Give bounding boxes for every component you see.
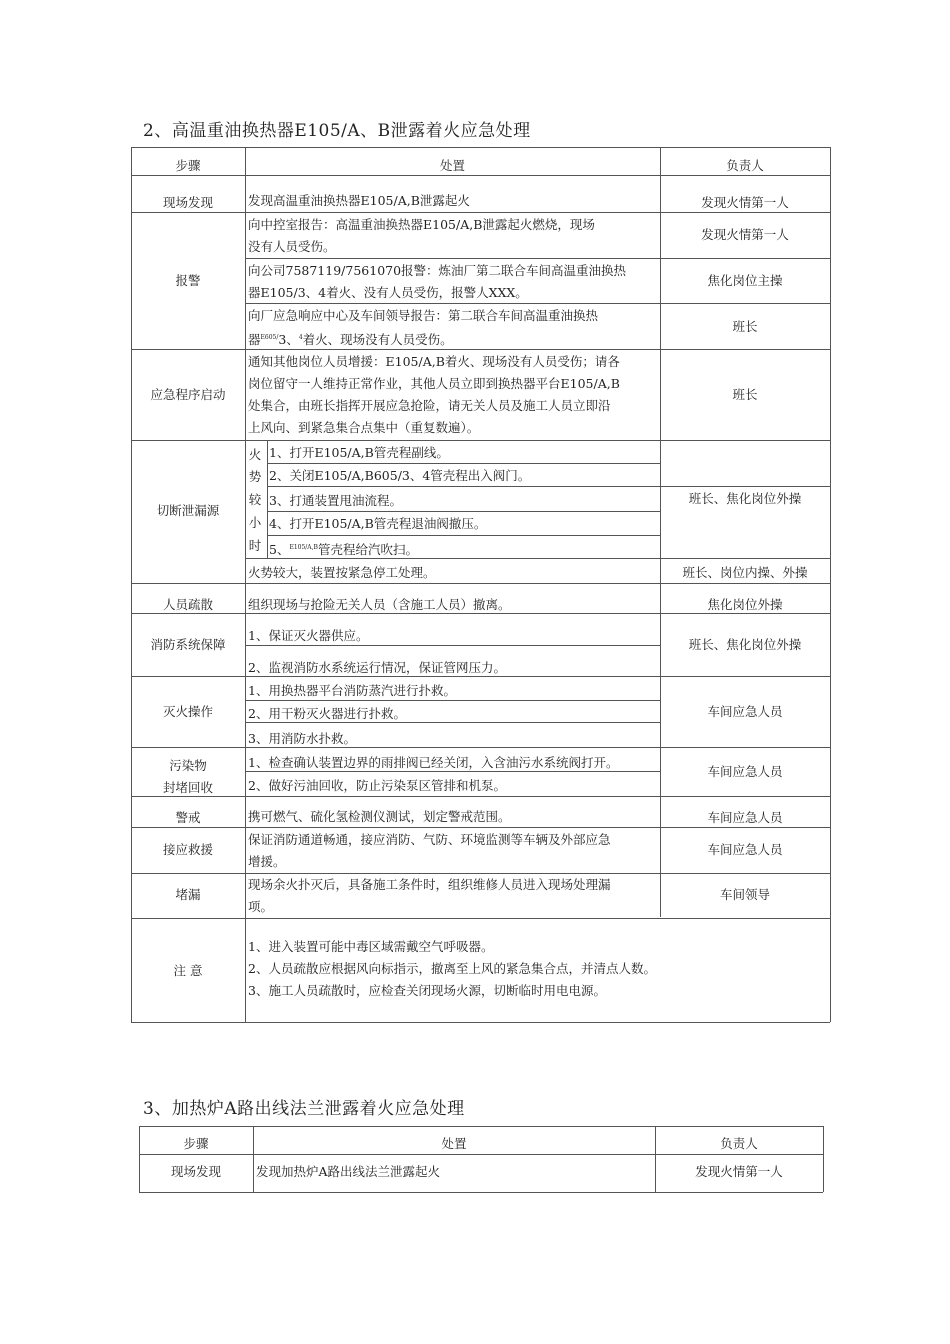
- step-plug: 堵漏: [175, 887, 201, 902]
- owner-cutoff-1: 班长、焦化岗位外操: [688, 491, 802, 506]
- header-action: 处置: [439, 158, 465, 173]
- note-2: 2、人员疏散应根据风向标指示，撤离至上风的紧急集合点，并清点人数。: [248, 961, 656, 976]
- step-guard: 警戒: [175, 810, 201, 825]
- owner-discover: 发现火情第一人: [701, 195, 789, 210]
- s3-owner-discover: 发现火情第一人: [695, 1164, 783, 1179]
- action-alarm-3: 向厂应急响应中心及车间领导报告：第二联合车间高温重油换热 器$^{E605/}$3、$^4$着火、现场没有人员受伤。: [248, 308, 599, 348]
- s3-step-discover: 现场发现: [170, 1164, 221, 1179]
- action-alarm-1: 向中控室报告：高温重油换热器E105/A,B泄露起火燃烧，现场 没有人员受伤。: [248, 217, 595, 254]
- owner-alarm-1: 发现火情第一人: [701, 227, 789, 242]
- step-pollutant: 污染物 封堵回收: [162, 758, 213, 795]
- action-emergency: 通知其他岗位人员增援：E105/A,B着火、现场没有人员受伤；请各 岗位留守一人维持正常作业，其他人员立即到换热器平台E105/A,B 处集合，由班长指挥开展应急抢险，请无关人员及施工人员立即沿 上风向、到紧急集合点集中（重复数遍）。: [248, 354, 620, 435]
- extinguish-item-3: 3、用消防水扑救。: [248, 731, 356, 746]
- owner-rescue: 车间应急人员: [707, 842, 783, 857]
- extinguish-item-1: 1、用换热器平台消防蒸汽进行扑救。: [248, 683, 456, 698]
- header-owner: 负责人: [726, 158, 764, 173]
- step-cutoff: 切断泄漏源: [156, 503, 220, 518]
- owner-emergency: 班长: [732, 387, 758, 402]
- s3-header-step: 步骤: [183, 1136, 209, 1151]
- cutoff-large-fire: 火势较大，装置按紧急停工处理。: [248, 565, 436, 580]
- fire-system-item-1: 1、保证灭火器供应。: [248, 628, 369, 643]
- cutoff-item-4: 4、打开E105/A,B管壳程退油阀撤压。: [269, 516, 487, 531]
- cutoff-item-1: 1、打开E105/A,B管壳程副线。: [269, 445, 449, 460]
- owner-alarm-2: 焦化岗位主操: [707, 273, 783, 288]
- action-discover: 发现高温重油换热器E105/A,B泄露起火: [248, 193, 470, 208]
- pollutant-item-1: 1、检查确认装置边界的雨排阀已经关闭，入含油污水系统阀打开。: [248, 755, 619, 770]
- s3-header-owner: 负责人: [720, 1136, 758, 1151]
- note-1: 1、进入装置可能中毒区域需戴空气呼吸器。: [248, 939, 494, 954]
- owner-alarm-3: 班长: [732, 319, 758, 334]
- note-3: 3、施工人员疏散时，应检查关闭现场火源，切断临时用电电源。: [248, 983, 606, 998]
- step-alarm: 报警: [175, 273, 201, 288]
- owner-pollutant: 车间应急人员: [707, 764, 783, 779]
- owner-plug: 车间领导: [719, 887, 770, 902]
- step-emergency: 应急程序启动: [150, 387, 226, 402]
- owner-evacuate: 焦化岗位外操: [707, 597, 783, 612]
- step-fire-system: 消防系统保障: [150, 637, 226, 652]
- step-rescue: 接应救援: [162, 842, 213, 857]
- action-guard: 携可燃气、硫化氢检测仪测试，划定警戒范围。: [248, 809, 511, 824]
- cutoff-item-3: 3、打通装置甩油流程。: [269, 493, 402, 508]
- action-plug: 现场余火扑灭后，具备施工条件时，组织维修人员进入现场处理漏 项。: [248, 877, 611, 914]
- step-notes: 注 意: [173, 963, 203, 978]
- owner-fire-system: 班长、焦化岗位外操: [688, 637, 802, 652]
- step-extinguish: 灭火操作: [162, 704, 213, 719]
- owner-cutoff-2: 班长、岗位内操、外操: [682, 565, 808, 580]
- owner-extinguish: 车间应急人员: [707, 704, 783, 719]
- owner-guard: 车间应急人员: [707, 810, 783, 825]
- notes-list: [248, 936, 828, 1002]
- action-rescue: 保证消防通道畅通，接应消防、气防、环境监测等车辆及外部应急 增援。: [248, 832, 611, 869]
- cutoff-item-5: 5、$^{E105/A,B}$管壳程给汽吹扫。: [269, 542, 418, 558]
- extinguish-item-2: 2、用干粉灭火器进行扑救。: [248, 706, 406, 721]
- step-discover: 现场发现: [162, 195, 213, 210]
- action-alarm-2: 向公司7587119/7561070报警：炼油厂第二联合车间高温重油换热 器E105/3、4着火、没有人员受伤，报警人XXX。: [248, 263, 627, 300]
- pollutant-item-2: 2、做好污油回收，防止污染泵区管排和机泵。: [248, 778, 506, 793]
- action-evacuate: 组织现场与抢险无关人员（含施工人员）撤离。: [248, 597, 511, 612]
- step-evacuate: 人员疏散: [162, 597, 213, 612]
- s3-action-discover: 发现加热炉A路出线法兰泄露起火: [256, 1164, 441, 1179]
- s3-header-action: 处置: [441, 1136, 467, 1151]
- section-2-title: 2、高温重油换热器E105/A、B泄露着火应急处理: [143, 121, 531, 141]
- cutoff-item-2: 2、关闭E105/A,B605/3、4管壳程出入阀门。: [269, 468, 531, 483]
- section-3-title: 3、加热炉A路出线法兰泄露着火应急处理: [143, 1099, 465, 1119]
- fire-system-item-2: 2、监视消防水系统运行情况，保证管网压力。: [248, 660, 506, 675]
- header-step: 步骤: [175, 158, 201, 173]
